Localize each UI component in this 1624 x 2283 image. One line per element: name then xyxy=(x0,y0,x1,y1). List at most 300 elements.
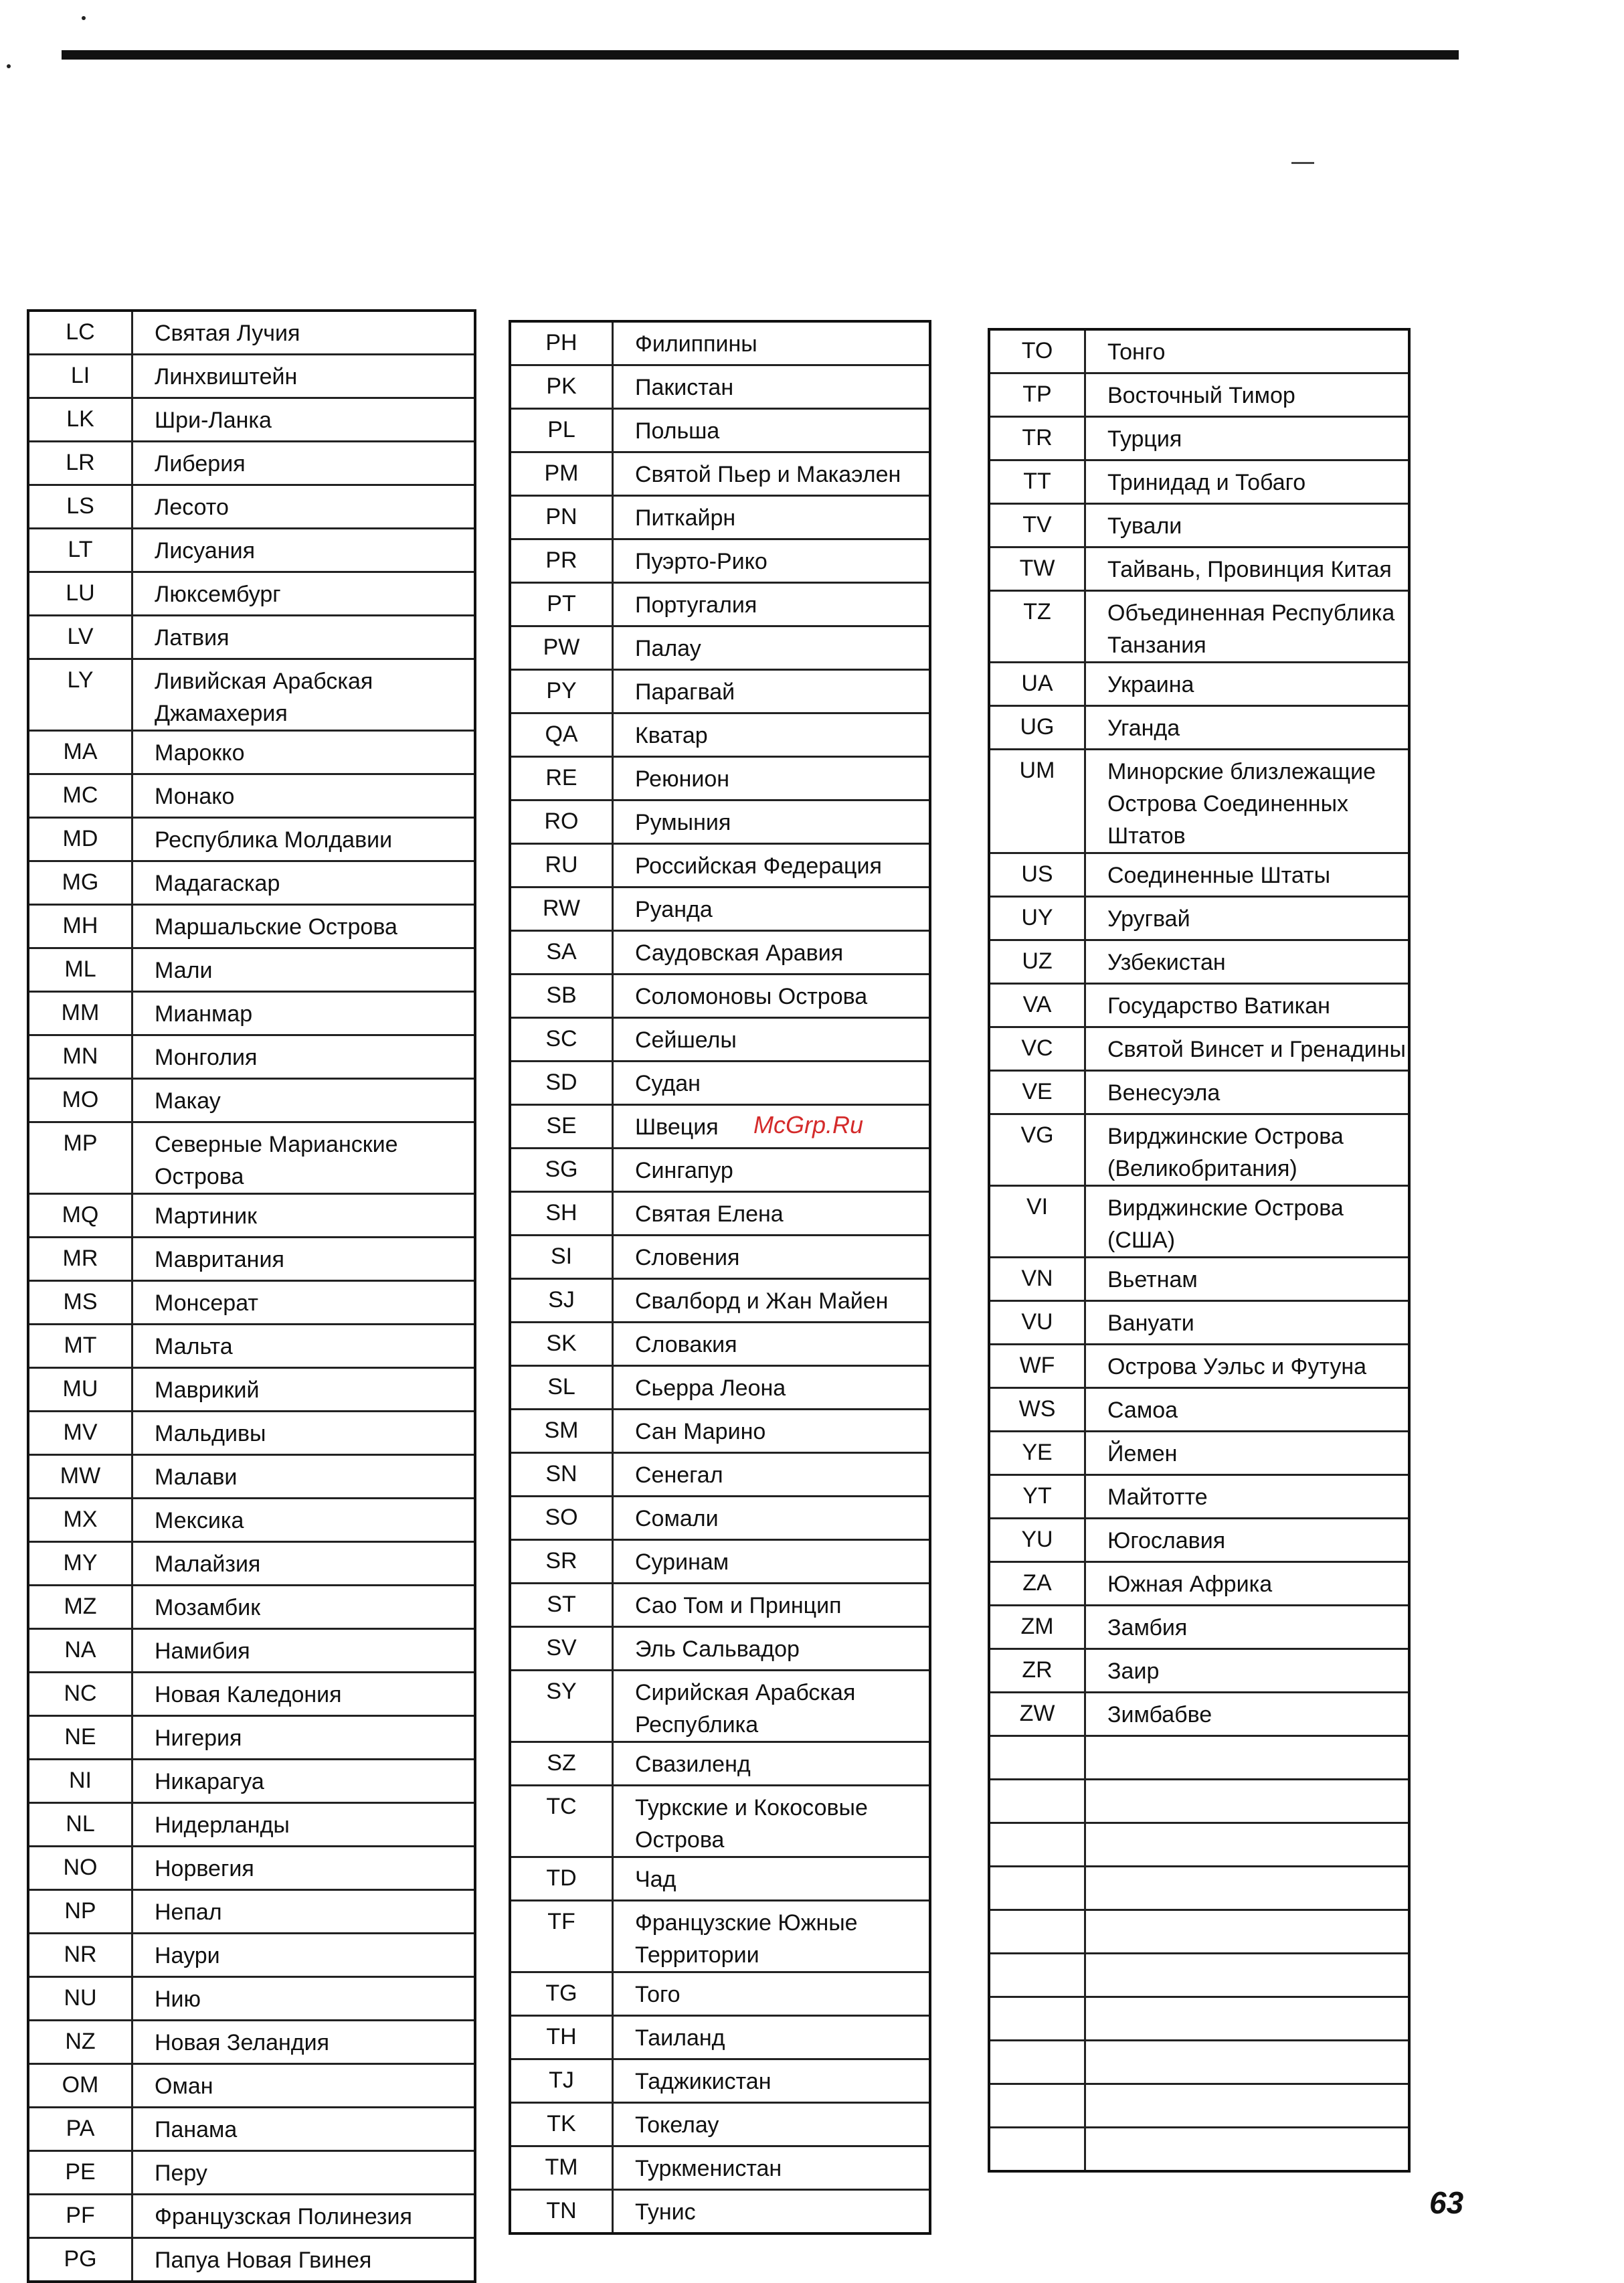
country-name: Свалборд и Жан Майен xyxy=(613,1279,931,1323)
country-name: Руанда xyxy=(613,887,931,931)
country-name: Свазиленд xyxy=(613,1742,931,1786)
empty-cell xyxy=(989,1997,1085,2041)
table-row xyxy=(510,1410,930,1453)
country-name: Монголия xyxy=(132,1035,476,1079)
table-row xyxy=(989,1562,1409,1606)
table-row xyxy=(510,1062,930,1105)
country-name: Югославия xyxy=(1085,1519,1410,1562)
table-row xyxy=(510,1453,930,1497)
empty-row xyxy=(989,1997,1409,2041)
country-code: TV xyxy=(989,504,1085,547)
table-row xyxy=(28,992,475,1035)
country-code: MR xyxy=(28,1238,132,1281)
country-code: TO xyxy=(989,329,1085,373)
country-name: Мальта xyxy=(132,1325,476,1368)
country-name: Румыния xyxy=(613,800,931,844)
table-row xyxy=(28,1934,475,1977)
country-name: Мадагаскар xyxy=(132,861,476,905)
table-row xyxy=(510,1236,930,1279)
country-code: TZ xyxy=(989,591,1085,663)
country-code: SM xyxy=(510,1410,613,1453)
country-code: SB xyxy=(510,975,613,1018)
country-name: Лесото xyxy=(132,485,476,529)
country-code: PN xyxy=(510,496,613,539)
country-name: Польша xyxy=(613,409,931,452)
country-name: Макау xyxy=(132,1079,476,1122)
table-row xyxy=(510,1018,930,1062)
table-row xyxy=(510,583,930,626)
country-name: Тунис xyxy=(613,2190,931,2234)
table-row xyxy=(28,731,475,774)
country-name: Майтотте xyxy=(1085,1475,1410,1519)
country-name: Турция xyxy=(1085,417,1410,460)
country-code: MX xyxy=(28,1499,132,1542)
table-row xyxy=(510,1192,930,1236)
table-row xyxy=(28,1412,475,1455)
empty-row xyxy=(989,1867,1409,1910)
table-row xyxy=(989,984,1409,1027)
country-code: MQ xyxy=(28,1194,132,1238)
country-code: TG xyxy=(510,1972,613,2016)
table-row xyxy=(989,940,1409,984)
table-row xyxy=(28,1499,475,1542)
country-code: VN xyxy=(989,1258,1085,1301)
table-row xyxy=(989,853,1409,897)
table-row xyxy=(28,1079,475,1122)
country-name: Намибия xyxy=(132,1629,476,1673)
country-name: Мозамбик xyxy=(132,1586,476,1629)
country-name: Линхвиштейн xyxy=(132,355,476,398)
country-name: Святая Елена xyxy=(613,1192,931,1236)
table-row xyxy=(510,757,930,800)
table-row xyxy=(28,1847,475,1890)
country-name: Нидерланды xyxy=(132,1803,476,1847)
country-code: ZA xyxy=(989,1562,1085,1606)
table-row xyxy=(510,844,930,887)
table-row xyxy=(510,1497,930,1540)
country-name: Марокко xyxy=(132,731,476,774)
country-code: MC xyxy=(28,774,132,818)
country-name: Малайзия xyxy=(132,1542,476,1586)
country-code: WF xyxy=(989,1345,1085,1388)
empty-cell xyxy=(1085,1954,1410,1997)
country-code: NC xyxy=(28,1673,132,1716)
country-name: Сенегал xyxy=(613,1453,931,1497)
country-name: Суринам xyxy=(613,1540,931,1584)
country-code: MH xyxy=(28,905,132,948)
country-name: Уругвай xyxy=(1085,897,1410,940)
table-row xyxy=(28,818,475,861)
table-row xyxy=(989,1388,1409,1432)
country-code: TD xyxy=(510,1857,613,1901)
country-code: UM xyxy=(989,750,1085,853)
empty-row xyxy=(989,1736,1409,1780)
table-row xyxy=(989,897,1409,940)
empty-cell xyxy=(1085,2128,1410,2172)
country-name: Маршальские Острова xyxy=(132,905,476,948)
country-code: LR xyxy=(28,442,132,485)
table-row xyxy=(28,2064,475,2108)
empty-cell xyxy=(989,2084,1085,2128)
country-code: QA xyxy=(510,713,613,757)
country-name: Венесуэла xyxy=(1085,1071,1410,1114)
empty-row xyxy=(989,1954,1409,1997)
country-name: Реюнион xyxy=(613,757,931,800)
country-code: MY xyxy=(28,1542,132,1586)
table-row xyxy=(28,905,475,948)
table-row xyxy=(989,1649,1409,1693)
country-code: SR xyxy=(510,1540,613,1584)
country-code: MO xyxy=(28,1079,132,1122)
country-name: Шри-Ланка xyxy=(132,398,476,442)
table-row xyxy=(28,1368,475,1412)
table-row xyxy=(28,1629,475,1673)
country-code: SV xyxy=(510,1627,613,1671)
country-name: Лисуания xyxy=(132,529,476,572)
table-row xyxy=(28,1890,475,1934)
country-code: LT xyxy=(28,529,132,572)
country-code: SK xyxy=(510,1323,613,1366)
country-name: Узбекистан xyxy=(1085,940,1410,984)
table-row xyxy=(510,1366,930,1410)
table-row xyxy=(989,1186,1409,1258)
country-code: TK xyxy=(510,2103,613,2146)
country-code: TC xyxy=(510,1786,613,1857)
table-row xyxy=(510,1323,930,1366)
table-row xyxy=(989,417,1409,460)
table-row xyxy=(28,1760,475,1803)
country-name: Пуэрто-Рико xyxy=(613,539,931,583)
country-name: Сан Марино xyxy=(613,1410,931,1453)
country-name: Минорские близлежащие Острова Соединенных Штатов xyxy=(1085,750,1410,853)
country-code: PE xyxy=(28,2151,132,2195)
country-name: Самоа xyxy=(1085,1388,1410,1432)
table-row xyxy=(28,529,475,572)
country-code: PT xyxy=(510,583,613,626)
country-code: PA xyxy=(28,2108,132,2151)
country-code: MG xyxy=(28,861,132,905)
country-name: Северные Марианские Острова xyxy=(132,1122,476,1194)
country-code: OM xyxy=(28,2064,132,2108)
country-code: RE xyxy=(510,757,613,800)
table-row xyxy=(510,1149,930,1192)
table-row xyxy=(510,2146,930,2190)
country-codes-table-1 xyxy=(27,309,476,2283)
country-code: VE xyxy=(989,1071,1085,1114)
country-name: Либерия xyxy=(132,442,476,485)
country-code: LC xyxy=(28,311,132,355)
country-name: Вирджинские Острова (Великобритания) xyxy=(1085,1114,1410,1186)
table-row xyxy=(28,442,475,485)
empty-cell xyxy=(1085,1867,1410,1910)
country-code: PL xyxy=(510,409,613,452)
table-row xyxy=(510,887,930,931)
table-row xyxy=(28,1803,475,1847)
country-code: NE xyxy=(28,1716,132,1760)
table-row xyxy=(28,572,475,616)
empty-cell xyxy=(989,2041,1085,2084)
table-row xyxy=(28,1194,475,1238)
country-name: Чад xyxy=(613,1857,931,1901)
country-codes-table-2 xyxy=(509,320,931,2235)
empty-row xyxy=(989,2084,1409,2128)
country-code: SN xyxy=(510,1453,613,1497)
country-code: PR xyxy=(510,539,613,583)
table-row xyxy=(510,539,930,583)
country-code: VG xyxy=(989,1114,1085,1186)
country-name: Мексика xyxy=(132,1499,476,1542)
country-name: Кватар xyxy=(613,713,931,757)
empty-row xyxy=(989,1910,1409,1954)
table-row xyxy=(989,1432,1409,1475)
country-code: TW xyxy=(989,547,1085,591)
empty-cell xyxy=(1085,2041,1410,2084)
country-name: Токелау xyxy=(613,2103,931,2146)
country-name: Вирджинские Острова (США) xyxy=(1085,1186,1410,1258)
country-name: Непал xyxy=(132,1890,476,1934)
country-name: Таджикистан xyxy=(613,2059,931,2103)
country-code: TF xyxy=(510,1901,613,1972)
country-code: MZ xyxy=(28,1586,132,1629)
table-row xyxy=(510,800,930,844)
country-name: Оман xyxy=(132,2064,476,2108)
country-code: WS xyxy=(989,1388,1085,1432)
table-row xyxy=(28,355,475,398)
table-row xyxy=(510,1857,930,1901)
country-name: Латвия xyxy=(132,616,476,659)
table-row xyxy=(28,1977,475,2021)
scan-dash xyxy=(1291,162,1314,164)
table-row xyxy=(989,663,1409,706)
country-name: Норвегия xyxy=(132,1847,476,1890)
table-row xyxy=(510,1901,930,1972)
country-code: UY xyxy=(989,897,1085,940)
page-number: 63 xyxy=(1429,2185,1464,2220)
country-code: VI xyxy=(989,1186,1085,1258)
country-code: PH xyxy=(510,321,613,365)
country-code: VC xyxy=(989,1027,1085,1071)
country-code: PW xyxy=(510,626,613,670)
country-name: Туркские и Кокосовые Острова xyxy=(613,1786,931,1857)
country-code: YE xyxy=(989,1432,1085,1475)
empty-cell xyxy=(989,1823,1085,1867)
table-row xyxy=(989,373,1409,417)
country-code: YU xyxy=(989,1519,1085,1562)
country-name: Соединенные Штаты xyxy=(1085,853,1410,897)
country-name: Вануати xyxy=(1085,1301,1410,1345)
country-code: LK xyxy=(28,398,132,442)
table-row xyxy=(28,1455,475,1499)
country-name: Французская Полинезия xyxy=(132,2195,476,2238)
country-code: SH xyxy=(510,1192,613,1236)
country-code: MD xyxy=(28,818,132,861)
country-code: SZ xyxy=(510,1742,613,1786)
country-name: Монсерат xyxy=(132,1281,476,1325)
top-rule xyxy=(62,50,1459,60)
country-name: Объединенная Республика Танзания xyxy=(1085,591,1410,663)
empty-cell xyxy=(1085,1736,1410,1780)
empty-cell xyxy=(989,1780,1085,1823)
country-code: NP xyxy=(28,1890,132,1934)
table-row xyxy=(510,365,930,409)
country-name: Сао Том и Принцип xyxy=(613,1584,931,1627)
table-row xyxy=(989,329,1409,373)
country-code: TT xyxy=(989,460,1085,504)
country-name: Зимбабве xyxy=(1085,1693,1410,1736)
country-code: ST xyxy=(510,1584,613,1627)
table-row xyxy=(28,1673,475,1716)
country-code: PK xyxy=(510,365,613,409)
country-code: TN xyxy=(510,2190,613,2234)
country-name: Мали xyxy=(132,948,476,992)
table-row xyxy=(510,409,930,452)
country-code: ML xyxy=(28,948,132,992)
country-name: Соломоновы Острова xyxy=(613,975,931,1018)
country-name: Украина xyxy=(1085,663,1410,706)
empty-cell xyxy=(1085,1910,1410,1954)
country-name: Российская Федерация xyxy=(613,844,931,887)
table-row xyxy=(989,1027,1409,1071)
table-row xyxy=(510,931,930,975)
country-name: Люксембург xyxy=(132,572,476,616)
table-row xyxy=(510,1972,930,2016)
country-name: Туркменистан xyxy=(613,2146,931,2190)
country-name: Святая Лучия xyxy=(132,311,476,355)
country-code: PY xyxy=(510,670,613,713)
scan-dot xyxy=(82,16,86,20)
table-row xyxy=(28,2195,475,2238)
table-row xyxy=(28,1325,475,1368)
country-name: Наури xyxy=(132,1934,476,1977)
country-code: LS xyxy=(28,485,132,529)
country-code: MP xyxy=(28,1122,132,1194)
country-code: MT xyxy=(28,1325,132,1368)
table-row xyxy=(989,1475,1409,1519)
country-code: VA xyxy=(989,984,1085,1027)
country-name: Нию xyxy=(132,1977,476,2021)
country-name: Папуа Новая Гвинея xyxy=(132,2238,476,2282)
country-code: MW xyxy=(28,1455,132,1499)
country-name: Сирийская Арабская Республика xyxy=(613,1671,931,1742)
table-row xyxy=(28,1281,475,1325)
country-name: Палау xyxy=(613,626,931,670)
country-code: TP xyxy=(989,373,1085,417)
table-row xyxy=(510,452,930,496)
empty-cell xyxy=(1085,1823,1410,1867)
country-code: SO xyxy=(510,1497,613,1540)
empty-cell xyxy=(1085,1780,1410,1823)
table-row xyxy=(510,1540,930,1584)
table-row xyxy=(510,1105,930,1149)
country-name: Святой Винсет и Гренадины xyxy=(1085,1027,1410,1071)
table-row xyxy=(989,1345,1409,1388)
country-name: Монако xyxy=(132,774,476,818)
country-code: TJ xyxy=(510,2059,613,2103)
table-row xyxy=(989,1693,1409,1736)
country-name: Сьерра Леона xyxy=(613,1366,931,1410)
country-name: Мартиник xyxy=(132,1194,476,1238)
table-row xyxy=(28,1238,475,1281)
table-row xyxy=(28,2151,475,2195)
empty-cell xyxy=(989,1954,1085,1997)
country-code: YT xyxy=(989,1475,1085,1519)
table-row xyxy=(28,2108,475,2151)
country-code: SC xyxy=(510,1018,613,1062)
empty-cell xyxy=(989,1867,1085,1910)
table-row xyxy=(510,2059,930,2103)
country-name: Перу xyxy=(132,2151,476,2195)
table-row xyxy=(989,706,1409,750)
country-name: Питкайрн xyxy=(613,496,931,539)
country-code: LU xyxy=(28,572,132,616)
country-code: MU xyxy=(28,1368,132,1412)
table-row xyxy=(989,591,1409,663)
table-row xyxy=(989,1258,1409,1301)
country-name: Тринидад и Тобаго xyxy=(1085,460,1410,504)
country-name: Эль Сальвадор xyxy=(613,1627,931,1671)
table-row xyxy=(510,713,930,757)
country-code: SA xyxy=(510,931,613,975)
table-row xyxy=(510,670,930,713)
table-row xyxy=(28,398,475,442)
table-row xyxy=(510,321,930,365)
table-row xyxy=(989,1114,1409,1186)
empty-cell xyxy=(989,2128,1085,2172)
country-code: NA xyxy=(28,1629,132,1673)
country-code: NL xyxy=(28,1803,132,1847)
table-row xyxy=(510,2103,930,2146)
empty-cell xyxy=(989,1910,1085,1954)
country-code: NU xyxy=(28,1977,132,2021)
country-name: Таиланд xyxy=(613,2016,931,2059)
table-row xyxy=(989,750,1409,853)
country-name: Новая Зеландия xyxy=(132,2021,476,2064)
table-row xyxy=(28,659,475,731)
table-row xyxy=(28,861,475,905)
country-name: Новая Каледония xyxy=(132,1673,476,1716)
country-code: LV xyxy=(28,616,132,659)
table-row xyxy=(28,1716,475,1760)
empty-row xyxy=(989,1780,1409,1823)
country-name: Тайвань, Провинция Китая xyxy=(1085,547,1410,591)
table-row xyxy=(510,1671,930,1742)
country-codes-table-3 xyxy=(988,328,1411,2173)
country-name: Парагвай xyxy=(613,670,931,713)
table-row xyxy=(510,1742,930,1786)
country-name: Святой Пьер и Макаэлен xyxy=(613,452,931,496)
country-name: Мавритания xyxy=(132,1238,476,1281)
country-code: MN xyxy=(28,1035,132,1079)
country-code: TM xyxy=(510,2146,613,2190)
country-code: SG xyxy=(510,1149,613,1192)
country-code: NI xyxy=(28,1760,132,1803)
country-code: TR xyxy=(989,417,1085,460)
empty-row xyxy=(989,1823,1409,1867)
table-row xyxy=(510,496,930,539)
country-name: Французские Южные Территории xyxy=(613,1901,931,1972)
country-name: Португалия xyxy=(613,583,931,626)
country-code: SJ xyxy=(510,1279,613,1323)
table-row xyxy=(28,2238,475,2282)
country-name: Сейшелы xyxy=(613,1018,931,1062)
country-name: Сингапур xyxy=(613,1149,931,1192)
table-row xyxy=(510,1279,930,1323)
country-name: Филиппины xyxy=(613,321,931,365)
country-code: SL xyxy=(510,1366,613,1410)
country-code: UA xyxy=(989,663,1085,706)
country-code: NZ xyxy=(28,2021,132,2064)
table-row xyxy=(989,1301,1409,1345)
